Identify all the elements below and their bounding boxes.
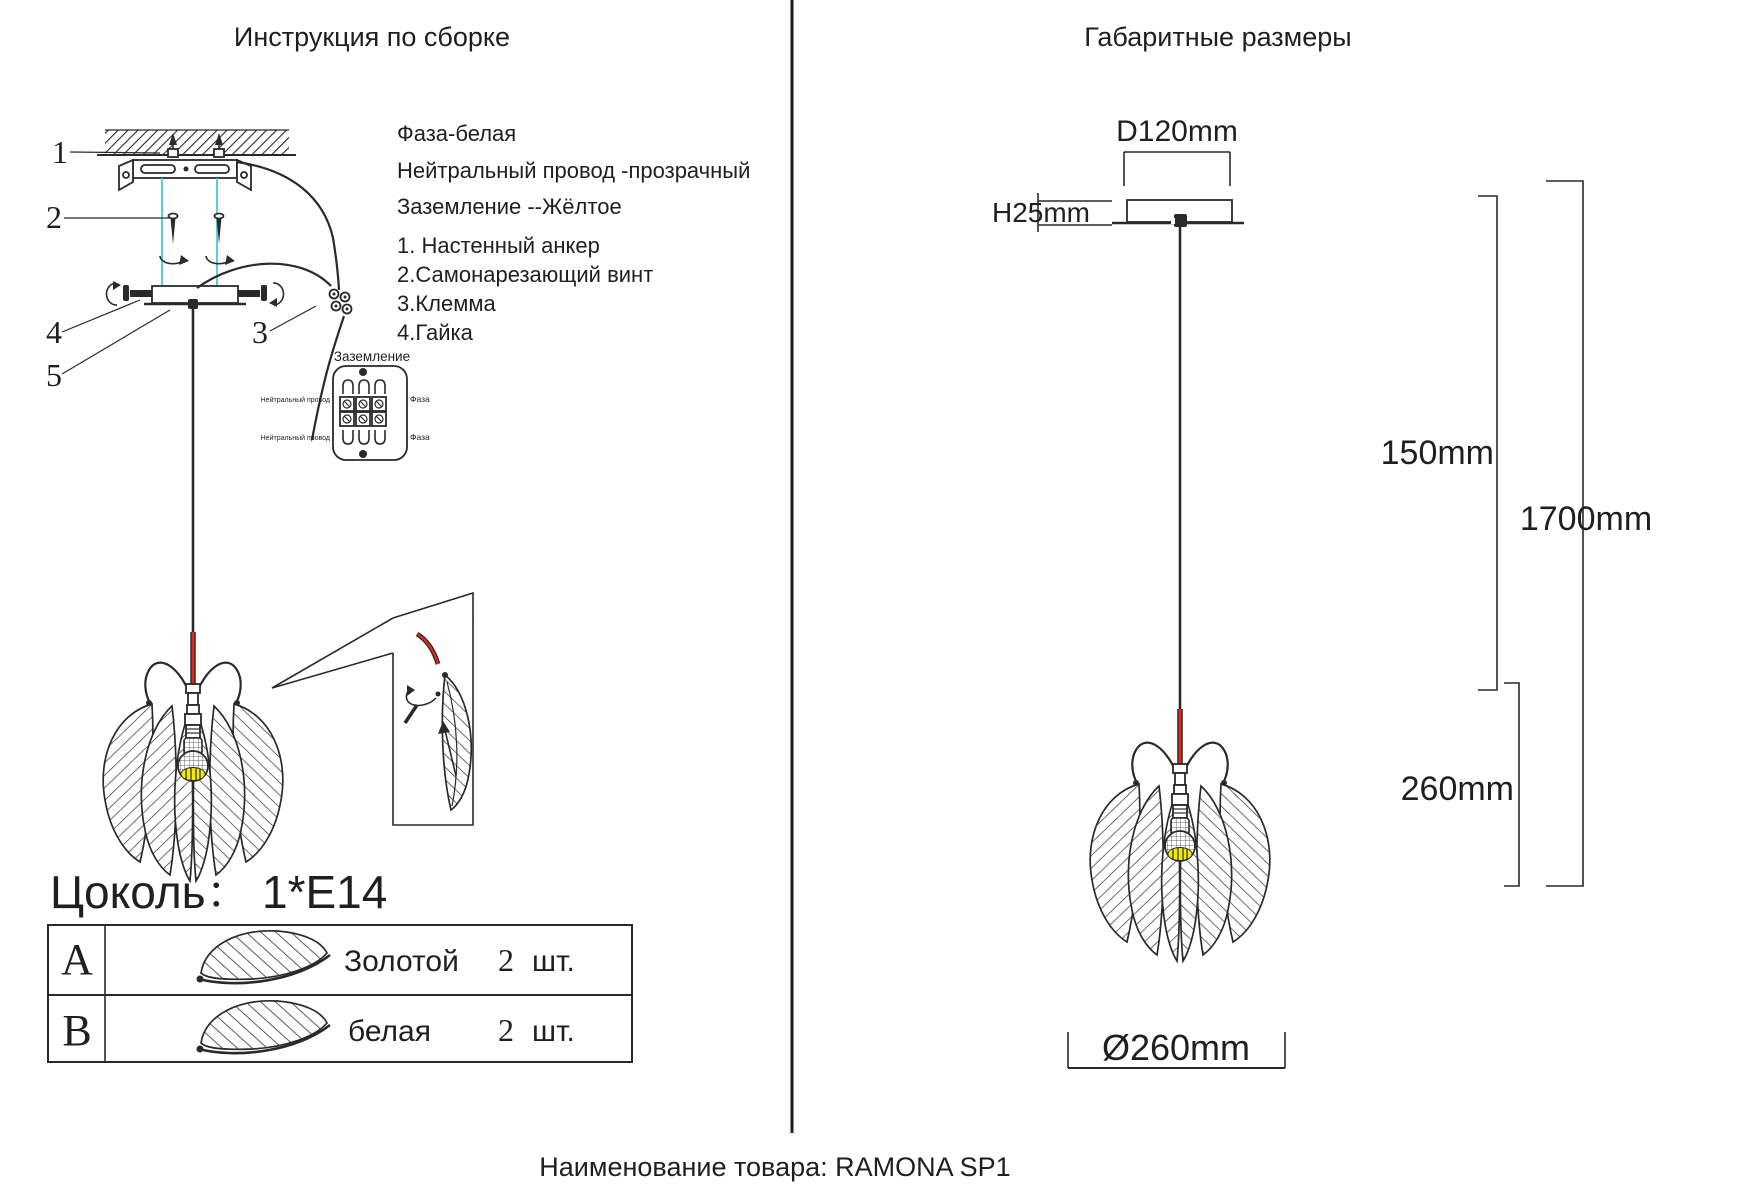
canopy-assembly: [106, 281, 283, 309]
socket-value: 1*E14: [262, 866, 388, 918]
callout-3: 3: [252, 314, 268, 350]
dim-260-label: 260mm: [1400, 770, 1514, 808]
dim-h25-label: H25mm: [991, 197, 1090, 228]
wiring-note-ground: Заземление --Жёлтое: [397, 194, 622, 219]
terminal-label-phase-top: Фаза: [410, 394, 430, 404]
alignment-guides: [162, 178, 217, 293]
dimensions-panel: [992, 22, 1652, 1068]
dim-cord-length: [1381, 196, 1497, 690]
row-finish: Золотой: [344, 945, 459, 978]
row-unit: шт.: [532, 945, 575, 978]
dim-canopy-height: [992, 193, 1112, 232]
dim-shade-height: [1401, 683, 1519, 886]
dim-shade-diameter: [1068, 1027, 1285, 1068]
callout-5: 5: [46, 357, 62, 393]
right-pendant: [1090, 227, 1270, 961]
callout-4: 4: [46, 314, 62, 350]
parts-list-item-4: 4.Гайка: [397, 320, 473, 345]
row-unit: шт.: [532, 1015, 575, 1048]
dim-canopy-diameter: [1116, 115, 1238, 186]
callout-1: 1: [52, 134, 68, 170]
row-finish: белая: [348, 1015, 431, 1048]
terminal-connector: [330, 290, 352, 314]
left-pendant: [103, 309, 283, 881]
terminal-label-neutral-top: Нейтральный провод: [260, 397, 330, 404]
row-key: B: [62, 1006, 92, 1055]
parts-list: [397, 233, 653, 345]
dim-total-height: [1520, 181, 1652, 886]
wiring-note-neutral: Нейтральный провод -прозрачный: [397, 158, 751, 183]
self-tapping-screws: [160, 214, 235, 266]
mounting-bracket: [119, 160, 251, 190]
table-row: [62, 1001, 575, 1055]
left-title: Инструкция по сборке: [233, 22, 511, 52]
terminal-label-phase-bottom: Фаза: [410, 432, 430, 442]
row-qty: 2: [498, 1012, 514, 1048]
finish-table: [48, 925, 632, 1062]
dim-d260-label: Ø260mm: [1101, 1027, 1251, 1068]
dim-d120-label: D120mm: [1116, 115, 1238, 148]
parts-list-item-3: 3.Клемма: [397, 291, 496, 316]
terminal-label-neutral-bottom: Нейтральный провод: [260, 435, 330, 442]
terminal-box-diagram: [261, 349, 430, 460]
table-row: [61, 931, 575, 984]
dim-1700-label: 1700mm: [1519, 500, 1653, 538]
dim-150-label: 150mm: [1380, 434, 1494, 472]
terminal-title: Заземление: [333, 349, 411, 364]
right-title: Габаритные размеры: [1084, 22, 1352, 52]
row-key: A: [61, 935, 93, 984]
product-name: Наименование товара: RAMONA SP1: [539, 1152, 1011, 1182]
ceiling-hatch: [97, 130, 296, 155]
socket-label: Цоколь：: [50, 866, 252, 918]
wiring-notes: [397, 121, 750, 219]
callout-2: 2: [46, 199, 62, 235]
row-qty: 2: [498, 942, 514, 978]
detail-callout: [272, 593, 473, 825]
assembly-panel: [46, 22, 750, 1062]
parts-list-item-2: 2.Самонарезающий винт: [397, 262, 654, 287]
parts-list-item-1: 1. Настенный анкер: [397, 233, 600, 258]
wiring-note-phase: Фаза-белая: [397, 121, 517, 146]
canopy-side-view: [1112, 200, 1244, 227]
